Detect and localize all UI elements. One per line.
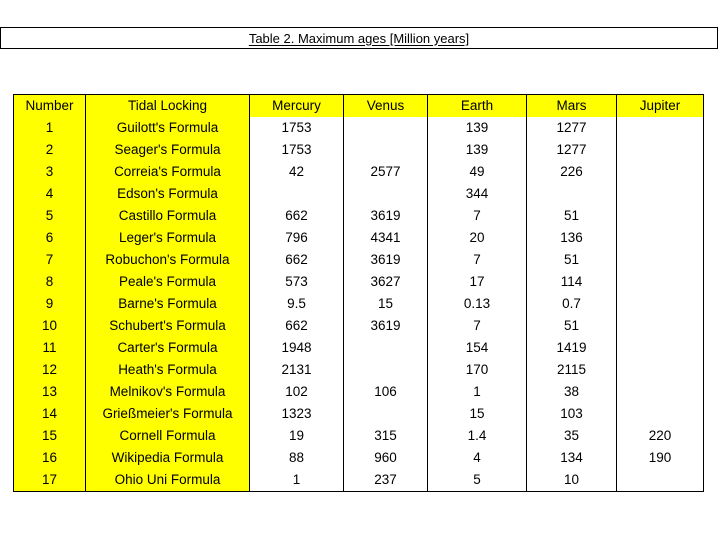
header-cell-jupiter: Jupiter	[617, 95, 704, 118]
cell-mercury: 1323	[250, 403, 344, 425]
table-row	[14, 425, 704, 447]
cell-jupiter	[617, 227, 704, 249]
cell-mars: 51	[527, 315, 617, 337]
table-body	[14, 117, 704, 492]
cell-jupiter: 190	[617, 447, 704, 469]
cell-jupiter	[617, 183, 704, 205]
cell-mars: 2115	[527, 359, 617, 381]
cell-mercury: 1948	[250, 337, 344, 359]
cell-venus: 3619	[344, 205, 428, 227]
cell-venus: 3619	[344, 249, 428, 271]
cell-mars: 35	[527, 425, 617, 447]
cell-venus: 4341	[344, 227, 428, 249]
cell-venus	[344, 403, 428, 425]
cell-number: 10	[14, 315, 86, 337]
cell-venus	[344, 337, 428, 359]
cell-number: 8	[14, 271, 86, 293]
max-ages-table	[13, 94, 704, 492]
table-row	[14, 205, 704, 227]
cell-venus	[344, 359, 428, 381]
cell-earth: 170	[428, 359, 527, 381]
cell-earth: 1.4	[428, 425, 527, 447]
cell-number: 1	[14, 117, 86, 139]
cell-formula: Correia's Formula	[86, 161, 250, 183]
cell-mercury: 88	[250, 447, 344, 469]
cell-mercury: 796	[250, 227, 344, 249]
table-row	[14, 117, 704, 139]
cell-number: 5	[14, 205, 86, 227]
cell-earth: 154	[428, 337, 527, 359]
cell-mercury: 662	[250, 205, 344, 227]
cell-formula: Peale's Formula	[86, 271, 250, 293]
cell-earth: 7	[428, 205, 527, 227]
table-row	[14, 139, 704, 161]
cell-mars: 134	[527, 447, 617, 469]
cell-mars: 38	[527, 381, 617, 403]
cell-number: 7	[14, 249, 86, 271]
cell-jupiter	[617, 315, 704, 337]
cell-jupiter	[617, 293, 704, 315]
cell-earth: 7	[428, 249, 527, 271]
cell-venus: 15	[344, 293, 428, 315]
cell-jupiter	[617, 381, 704, 403]
cell-earth: 5	[428, 469, 527, 492]
cell-formula: Leger's Formula	[86, 227, 250, 249]
table-row	[14, 227, 704, 249]
table-row	[14, 337, 704, 359]
cell-earth: 344	[428, 183, 527, 205]
cell-number: 2	[14, 139, 86, 161]
cell-mars: 10	[527, 469, 617, 492]
header-cell-number: Number	[14, 95, 86, 118]
cell-mars: 114	[527, 271, 617, 293]
cell-earth: 7	[428, 315, 527, 337]
cell-mars: 226	[527, 161, 617, 183]
cell-number: 14	[14, 403, 86, 425]
cell-earth: 17	[428, 271, 527, 293]
cell-number: 15	[14, 425, 86, 447]
cell-venus: 106	[344, 381, 428, 403]
cell-venus: 3627	[344, 271, 428, 293]
cell-jupiter	[617, 359, 704, 381]
cell-number: 12	[14, 359, 86, 381]
cell-earth: 49	[428, 161, 527, 183]
cell-mars: 0.7	[527, 293, 617, 315]
cell-jupiter	[617, 249, 704, 271]
cell-formula: Barne's Formula	[86, 293, 250, 315]
cell-jupiter	[617, 161, 704, 183]
cell-formula: Cornell Formula	[86, 425, 250, 447]
cell-mercury: 1	[250, 469, 344, 492]
cell-jupiter: 220	[617, 425, 704, 447]
cell-number: 17	[14, 469, 86, 492]
cell-earth: 139	[428, 139, 527, 161]
table-title-box	[0, 27, 718, 49]
cell-mars: 1277	[527, 139, 617, 161]
cell-formula: Melnikov's Formula	[86, 381, 250, 403]
cell-formula: Castillo Formula	[86, 205, 250, 227]
cell-mercury: 42	[250, 161, 344, 183]
table-row	[14, 381, 704, 403]
cell-venus: 2577	[344, 161, 428, 183]
cell-formula: Schubert's Formula	[86, 315, 250, 337]
cell-formula: Guilott's Formula	[86, 117, 250, 139]
cell-venus: 960	[344, 447, 428, 469]
header-cell-mars: Mars	[527, 95, 617, 118]
cell-mercury: 662	[250, 249, 344, 271]
cell-mars: 51	[527, 205, 617, 227]
cell-jupiter	[617, 469, 704, 492]
table-row	[14, 249, 704, 271]
cell-jupiter	[617, 205, 704, 227]
cell-number: 16	[14, 447, 86, 469]
cell-earth: 20	[428, 227, 527, 249]
cell-formula: Heath's Formula	[86, 359, 250, 381]
cell-venus	[344, 183, 428, 205]
cell-earth: 139	[428, 117, 527, 139]
cell-formula: Grießmeier's Formula	[86, 403, 250, 425]
cell-number: 6	[14, 227, 86, 249]
header-cell-mercury: Mercury	[250, 95, 344, 118]
cell-jupiter	[617, 117, 704, 139]
table-row	[14, 447, 704, 469]
table-title: Table 2. Maximum ages [Million years]	[248, 30, 470, 46]
cell-mercury: 9.5	[250, 293, 344, 315]
cell-mercury: 19	[250, 425, 344, 447]
cell-mercury: 2131	[250, 359, 344, 381]
cell-venus: 237	[344, 469, 428, 492]
cell-mercury: 102	[250, 381, 344, 403]
cell-venus	[344, 117, 428, 139]
cell-formula: Carter's Formula	[86, 337, 250, 359]
header-cell-venus: Venus	[344, 95, 428, 118]
cell-formula: Robuchon's Formula	[86, 249, 250, 271]
table-row	[14, 161, 704, 183]
header-row	[14, 95, 704, 118]
cell-number: 3	[14, 161, 86, 183]
cell-number: 11	[14, 337, 86, 359]
cell-formula: Wikipedia Formula	[86, 447, 250, 469]
cell-formula: Edson's Formula	[86, 183, 250, 205]
cell-mercury: 662	[250, 315, 344, 337]
cell-earth: 15	[428, 403, 527, 425]
header-cell-tidal-locking: Tidal Locking	[86, 95, 250, 118]
cell-number: 13	[14, 381, 86, 403]
cell-jupiter	[617, 337, 704, 359]
cell-mars: 103	[527, 403, 617, 425]
cell-earth: 4	[428, 447, 527, 469]
table-row	[14, 271, 704, 293]
cell-venus: 315	[344, 425, 428, 447]
cell-formula: Seager's Formula	[86, 139, 250, 161]
header-cell-earth: Earth	[428, 95, 527, 118]
cell-mars: 51	[527, 249, 617, 271]
cell-mercury: 573	[250, 271, 344, 293]
table-row	[14, 293, 704, 315]
cell-formula: Ohio Uni Formula	[86, 469, 250, 492]
cell-mercury	[250, 183, 344, 205]
cell-mars: 136	[527, 227, 617, 249]
cell-number: 9	[14, 293, 86, 315]
cell-number: 4	[14, 183, 86, 205]
cell-mars: 1277	[527, 117, 617, 139]
cell-jupiter	[617, 271, 704, 293]
cell-mercury: 1753	[250, 139, 344, 161]
cell-venus	[344, 139, 428, 161]
cell-earth: 0.13	[428, 293, 527, 315]
cell-earth: 1	[428, 381, 527, 403]
cell-jupiter	[617, 403, 704, 425]
cell-mars: 1419	[527, 337, 617, 359]
table-row	[14, 183, 704, 205]
table-row	[14, 469, 704, 492]
cell-mars	[527, 183, 617, 205]
table-row	[14, 403, 704, 425]
table-row	[14, 359, 704, 381]
table-row	[14, 315, 704, 337]
cell-venus: 3619	[344, 315, 428, 337]
cell-jupiter	[617, 139, 704, 161]
cell-mercury: 1753	[250, 117, 344, 139]
